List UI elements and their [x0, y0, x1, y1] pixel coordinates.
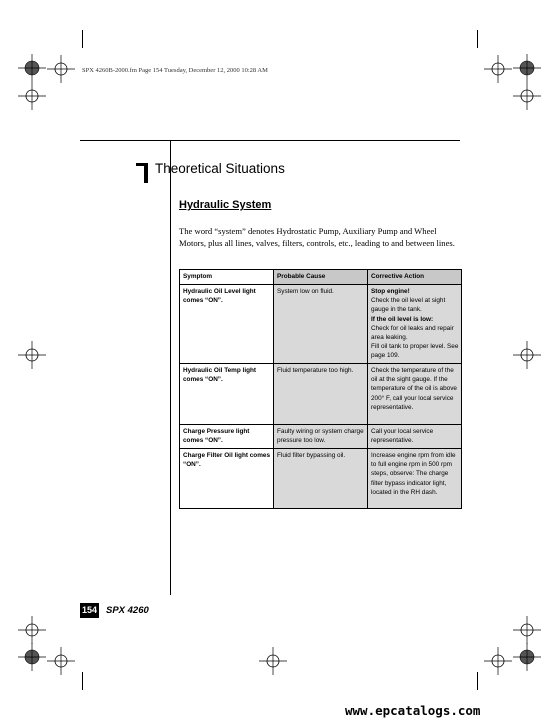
- action-cell: [368, 449, 462, 509]
- header-rule: [80, 140, 460, 141]
- cause-cell: System low on fluid.: [274, 285, 368, 364]
- table-row: [180, 425, 462, 449]
- subsection-title: Hydraulic System: [179, 199, 272, 211]
- action-line: Check the oil level at sight gauge in the tank.: [371, 297, 446, 314]
- cause-cell: Fluid temperature too high.: [274, 364, 368, 425]
- target-icon: [513, 341, 541, 369]
- action-line: Stop engine!: [371, 288, 410, 295]
- table-row: [180, 285, 462, 364]
- column-header-symptom: Symptom: [180, 270, 274, 285]
- column-header-corrective-action: Corrective Action: [368, 270, 462, 285]
- crop-mark: [477, 672, 478, 690]
- crop-mark: [477, 30, 478, 48]
- registration-mark-icon: [18, 643, 46, 671]
- troubleshooting-table: [179, 269, 462, 509]
- print-header: SPX 4260B-2000.fm Page 154 Tuesday, December 12, 2000 10:28 AM: [82, 67, 268, 74]
- symptom-cell: Charge Filter Oil light comes “ON”.: [180, 449, 274, 509]
- intro-paragraph: The word “system” denotes Hydrostatic Pump, Auxiliary Pump and Wheel Motors, plus all lines, valves, filters, controls, etc., leading to and between lines.: [179, 226, 455, 248]
- target-icon: [484, 55, 512, 83]
- action-cell: [368, 364, 462, 425]
- table-header-row: [180, 270, 462, 285]
- table-row: [180, 449, 462, 509]
- target-icon: [259, 647, 287, 675]
- section-tab-icon: [136, 163, 148, 183]
- action-line: If the oil level is low:: [371, 315, 434, 323]
- target-icon: [513, 82, 541, 110]
- action-line: Call your local service representative.: [371, 428, 434, 445]
- action-line: Fill oil tank to proper level. See page 109.: [371, 343, 459, 360]
- section-title: Theoretical Situations: [155, 161, 285, 176]
- margin-rule: [170, 140, 171, 595]
- target-icon: [18, 616, 46, 644]
- watermark-link[interactable]: www.epcatalogs.com: [345, 703, 481, 718]
- cause-cell: Fluid filter bypassing oil.: [274, 449, 368, 509]
- crop-mark: [82, 672, 83, 690]
- action-cell: [368, 425, 462, 449]
- footer-model-name: SPX 4260: [106, 605, 149, 616]
- registration-mark-icon: [18, 54, 46, 82]
- action-line: Increase engine rpm from idle to full engine rpm in 500 rpm steps, observe: The charge filter bypass indicator light, located in the RH dash.: [371, 452, 456, 496]
- symptom-cell: Charge Pressure light comes “ON”.: [180, 425, 274, 449]
- table-row: [180, 364, 462, 425]
- registration-mark-icon: [513, 54, 541, 82]
- target-icon: [18, 82, 46, 110]
- action-line: Check the temperature of the oil at the sight gauge. If the temperature of the oil is above 200° F, call your local service representative.: [371, 367, 457, 411]
- action-cell: [368, 285, 462, 364]
- target-icon: [513, 616, 541, 644]
- symptom-cell: Hydraulic Oil Level light comes “ON”.: [180, 285, 274, 364]
- column-header-probable-cause: Probable Cause: [274, 270, 368, 285]
- cause-cell: Faulty wiring or system charge pressure too low.: [274, 425, 368, 449]
- target-icon: [484, 647, 512, 675]
- symptom-cell: Hydraulic Oil Temp light comes “ON”.: [180, 364, 274, 425]
- target-icon: [18, 341, 46, 369]
- crop-mark: [82, 30, 83, 48]
- action-line: Check for oil leaks and repair area leaking.: [371, 324, 454, 342]
- target-icon: [47, 647, 75, 675]
- page-number: 154: [80, 603, 99, 618]
- registration-mark-icon: [513, 643, 541, 671]
- target-icon: [47, 55, 75, 83]
